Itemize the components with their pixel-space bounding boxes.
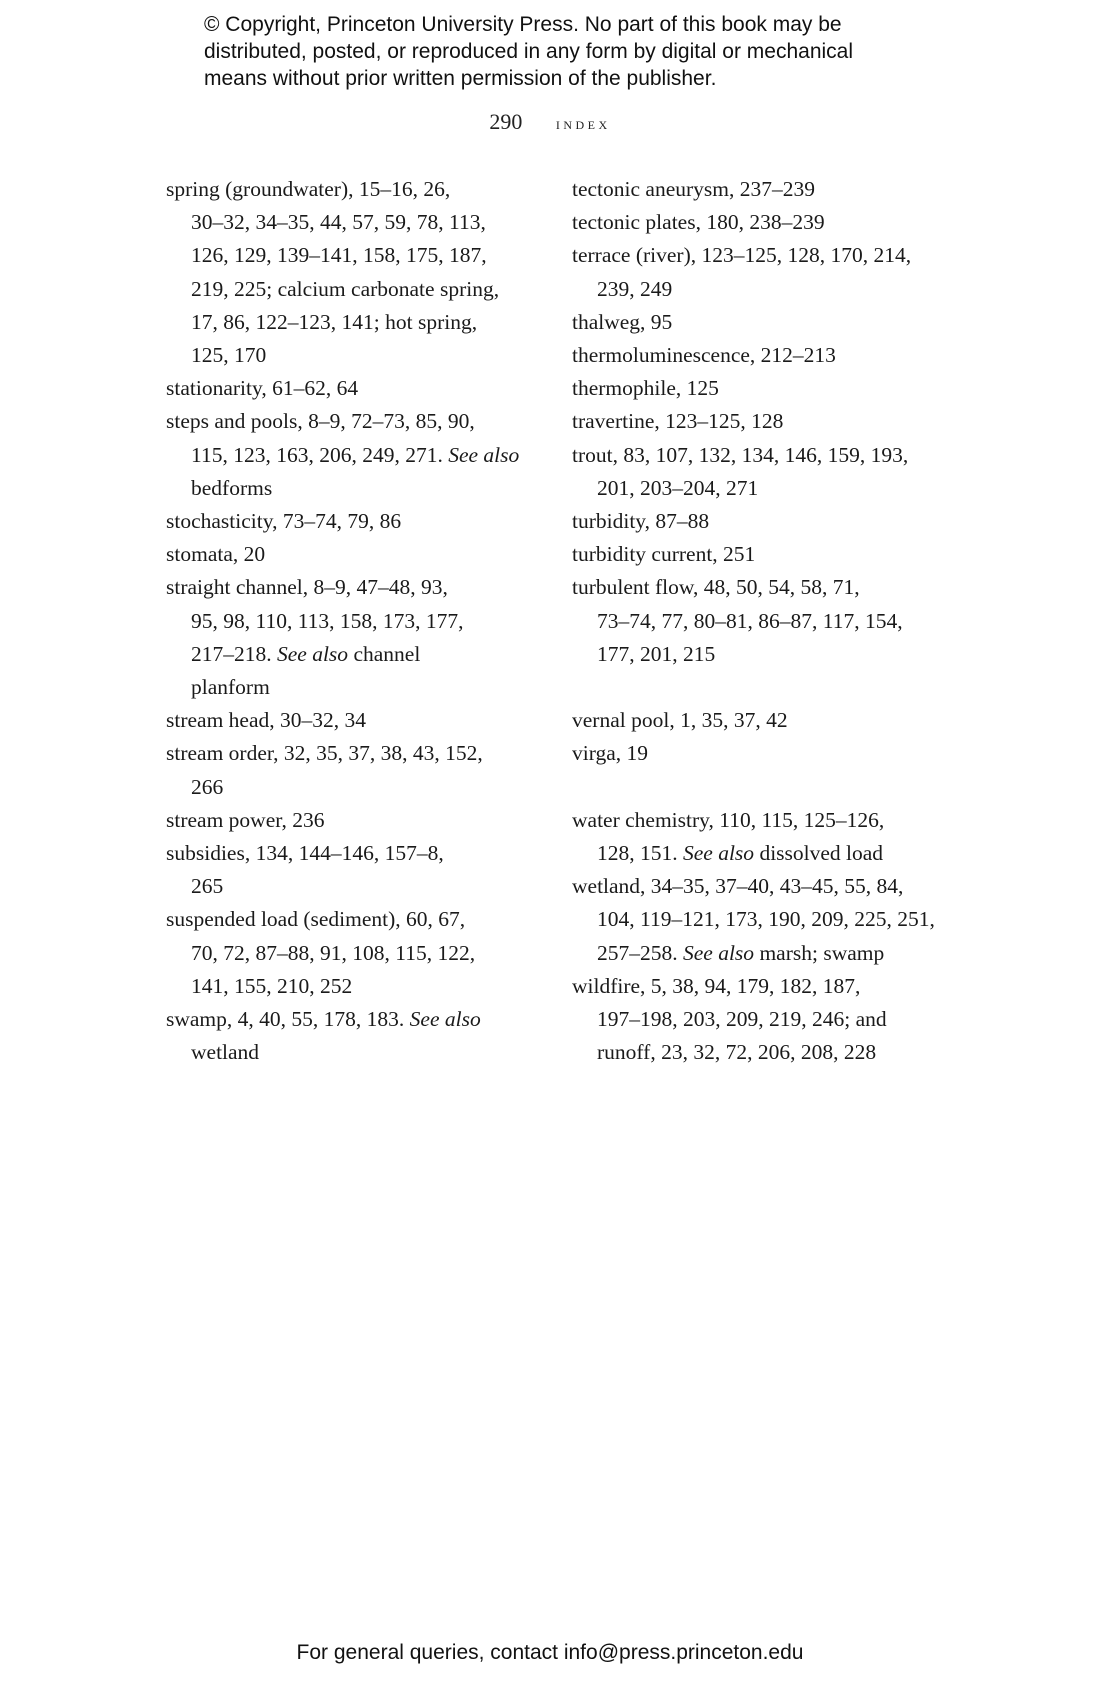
entry-text: travertine, 123–125, 128 (572, 409, 784, 434)
entry-text: 239, 249 (597, 276, 673, 301)
see-also-label: See also (683, 940, 755, 965)
index-entry-line (572, 339, 972, 372)
see-also-label: See also (277, 641, 349, 666)
index-entry-line (572, 273, 972, 306)
section-title: index (555, 114, 611, 133)
index-entry-line (166, 903, 546, 936)
see-also-target: dissolved load (759, 841, 884, 866)
entry-text: 197–198, 203, 209, 219, 246; and (597, 1007, 887, 1032)
entry-text: steps and pools, 8–9, 72–73, 85, 90, (166, 409, 475, 434)
copyright-notice (204, 11, 924, 92)
index-entry-line (166, 837, 546, 870)
entry-text: turbidity current, 251 (572, 542, 756, 567)
index-entry-line (166, 405, 546, 438)
entry-text: runoff, 23, 32, 72, 206, 208, 228 (597, 1040, 877, 1065)
index-entry (166, 704, 546, 737)
entry-text: terrace (river), 123–125, 128, 170, 214, (572, 243, 912, 268)
index-entry-line (166, 372, 546, 405)
index-entry (166, 1003, 546, 1069)
index-entry (166, 538, 546, 571)
entry-text: 30–32, 34–35, 44, 57, 59, 78, 113, (191, 210, 486, 235)
index-entry-line (572, 737, 972, 770)
entry-text: straight channel, 8–9, 47–48, 93, (166, 575, 448, 600)
entry-text: 104, 119–121, 173, 190, 209, 225, 251, (597, 907, 935, 932)
entry-text: 265 (191, 874, 224, 899)
index-entry (166, 903, 546, 1003)
index-entry (166, 804, 546, 837)
index-entry (572, 571, 972, 671)
entry-text: stream power, 236 (166, 807, 325, 832)
entry-text: stream head, 30–32, 34 (166, 708, 367, 733)
index-entry (572, 405, 972, 438)
index-entry-line (166, 937, 546, 970)
index-entry (572, 970, 972, 1070)
copyright-line: distributed, posted, or reproduced in any form by digital or mechanical (204, 40, 854, 63)
index-entry (166, 505, 546, 538)
index-entry-line (166, 671, 546, 704)
entry-text: tectonic plates, 180, 238–239 (572, 210, 825, 235)
index-entry-line (166, 1003, 546, 1036)
index-entry-line (166, 737, 546, 770)
index-entry-line (166, 472, 546, 505)
index-entry-line (572, 571, 972, 604)
index-entry-line (166, 239, 546, 272)
running-head (0, 109, 1100, 135)
index-entry-line (166, 273, 546, 306)
index-entry-line (572, 605, 972, 638)
index-entry-line (572, 239, 972, 272)
entry-text: stochasticity, 73–74, 79, 86 (166, 509, 402, 534)
index-entry (572, 439, 972, 505)
entry-text: wetland (191, 1040, 260, 1065)
index-entry-line (166, 206, 546, 239)
index-entry-line (166, 804, 546, 837)
see-also-target: marsh; swamp (759, 940, 885, 965)
index-entry-line (166, 339, 546, 372)
entry-text: vernal pool, 1, 35, 37, 42 (572, 708, 788, 733)
index-entry-line (572, 1003, 972, 1036)
entry-text: swamp, 4, 40, 55, 178, 183. (166, 1007, 405, 1032)
entry-text: 115, 123, 163, 206, 249, 271. (191, 442, 443, 467)
index-entry (166, 372, 546, 405)
entry-text: thalweg, 95 (572, 309, 673, 334)
entry-text: stomata, 20 (166, 542, 266, 567)
letter-group-gap (572, 671, 972, 704)
entry-text: stream order, 32, 35, 37, 38, 43, 152, (166, 741, 483, 766)
index-entry-line (572, 903, 972, 936)
entry-text: water chemistry, 110, 115, 125–126, (572, 807, 885, 832)
index-entry (572, 372, 972, 405)
entry-text: 128, 151. (597, 841, 678, 866)
index-entry-line (166, 970, 546, 1003)
index-entry (572, 737, 972, 770)
index-column-left (166, 173, 546, 1069)
entry-text: turbidity, 87–88 (572, 509, 710, 534)
index-entry-line (572, 505, 972, 538)
entry-text: spring (groundwater), 15–16, 26, (166, 177, 451, 201)
page-number: 290 (489, 109, 523, 134)
entry-text: virga, 19 (572, 741, 649, 766)
index-entry (572, 804, 972, 870)
entry-text: thermophile, 125 (572, 376, 719, 401)
index-entry (572, 239, 972, 305)
entry-text: 266 (191, 774, 224, 799)
entry-text: stationarity, 61–62, 64 (166, 376, 359, 401)
index-entry-line (572, 704, 972, 737)
index-entry-line (166, 306, 546, 339)
index-entry-line (166, 704, 546, 737)
index-entry-line (572, 638, 972, 671)
index-entry (572, 339, 972, 372)
index-entry-line (572, 472, 972, 505)
see-also-label: See also (683, 841, 755, 866)
entry-text: wetland, 34–35, 37–40, 43–45, 55, 84, (572, 874, 904, 899)
index-entry-line (166, 538, 546, 571)
index-entry-line (166, 870, 546, 903)
index-entry-line (572, 372, 972, 405)
entry-text: 17, 86, 122–123, 141; hot spring, (191, 309, 478, 334)
entry-text: 177, 201, 215 (597, 641, 716, 666)
entry-text: 73–74, 77, 80–81, 86–87, 117, 154, (597, 608, 903, 633)
copyright-line: © Copyright, Princeton University Press. No part of this book may be (204, 13, 842, 36)
index-entry-line (166, 439, 546, 472)
entry-text: 125, 170 (191, 343, 267, 368)
index-entry (166, 837, 546, 903)
entry-text: turbulent flow, 48, 50, 54, 58, 71, (572, 575, 860, 600)
entry-text: planform (191, 675, 270, 700)
entry-text: trout, 83, 107, 132, 134, 146, 159, 193, (572, 442, 909, 467)
index-entry-line (572, 173, 972, 206)
index-entry-line (572, 306, 972, 339)
index-entry (572, 206, 972, 239)
entry-text: bedforms (191, 475, 273, 500)
entry-text: subsidies, 134, 144–146, 157–8, (166, 841, 444, 866)
index-entry-line (166, 605, 546, 638)
index-entry-line (166, 1036, 546, 1069)
index-entry (572, 505, 972, 538)
index-entry-line (572, 804, 972, 837)
index-entry (572, 704, 972, 737)
entry-text: 70, 72, 87–88, 91, 108, 115, 122, (191, 940, 476, 965)
entry-text: 257–258. (597, 940, 678, 965)
entry-text: wildfire, 5, 38, 94, 179, 182, 187, (572, 973, 861, 998)
letter-group-gap (572, 771, 972, 804)
entry-text: thermoluminescence, 212–213 (572, 343, 836, 368)
copyright-line: means without prior written permission of the publisher. (204, 67, 717, 90)
entry-text: 126, 129, 139–141, 158, 175, 187, (191, 243, 487, 268)
index-entry (166, 405, 546, 505)
index-entry-line (572, 837, 972, 870)
index-entry-line (166, 571, 546, 604)
index-entry-line (572, 405, 972, 438)
index-entry-line (572, 206, 972, 239)
index-entry (166, 173, 546, 372)
index-entry-line (572, 937, 972, 970)
entry-text: tectonic aneurysm, 237–239 (572, 177, 816, 201)
see-also-label: See also (409, 1007, 481, 1032)
index-entry (166, 571, 546, 704)
index-entry (572, 538, 972, 571)
index-entry (572, 870, 972, 970)
index-entry-line (572, 439, 972, 472)
index-column-right (572, 173, 972, 1069)
index-entry-line (572, 870, 972, 903)
entry-text: suspended load (sediment), 60, 67, (166, 907, 466, 932)
entry-text: 95, 98, 110, 113, 158, 173, 177, (191, 608, 464, 633)
index-entry-line (572, 538, 972, 571)
see-also-label: See also (448, 442, 520, 467)
index-entry-line (166, 771, 546, 804)
index-entry-line (166, 638, 546, 671)
index-entry (572, 306, 972, 339)
entry-text: 217–218. (191, 641, 272, 666)
entry-text: 201, 203–204, 271 (597, 475, 759, 500)
index-entry (166, 737, 546, 803)
index-entry-line (572, 1036, 972, 1069)
entry-text: 219, 225; calcium carbonate spring, (191, 276, 500, 301)
entry-text: 141, 155, 210, 252 (191, 973, 353, 998)
index-entry (572, 173, 972, 206)
index-entry-line (572, 970, 972, 1003)
index-entry-line (166, 505, 546, 538)
footer-contact: For general queries, contact info@press.princeton.edu (296, 1641, 804, 1664)
index-entry-line (166, 173, 546, 206)
see-also-target: channel (353, 641, 421, 666)
